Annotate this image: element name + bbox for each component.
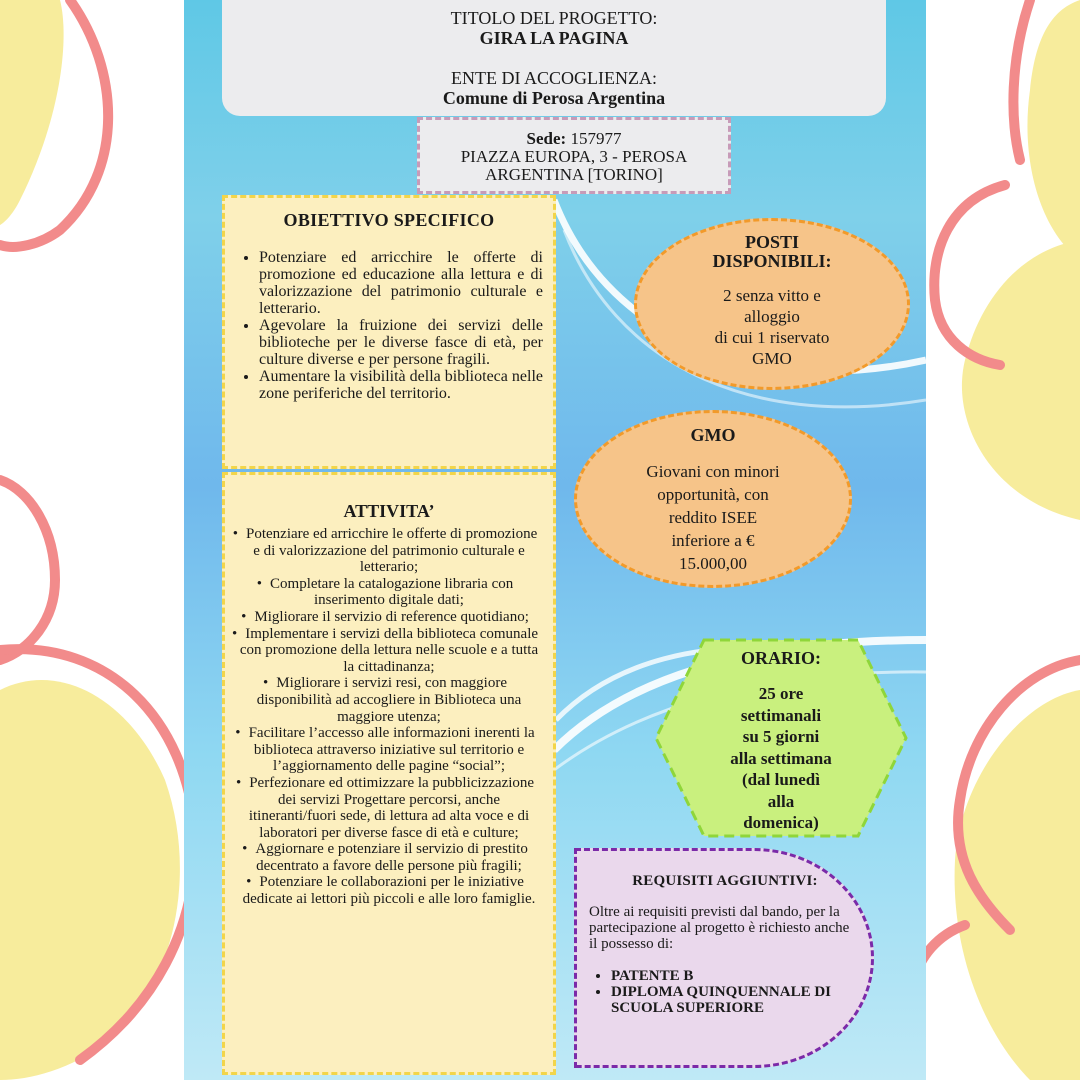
gmo-text: Giovani con minori opportunità, con reddito ISEE inferiore a € 15.000,00 bbox=[646, 462, 780, 573]
requirements-text: Oltre ai requisiti previsti dal bando, per la partecipazione al progetto è richiesto anche il possesso di: bbox=[589, 904, 850, 952]
schedule-title: ORARIO: bbox=[741, 648, 821, 668]
sede-label: Sede: bbox=[526, 129, 567, 148]
sede-box bbox=[417, 117, 731, 194]
available-places-oval bbox=[634, 218, 910, 390]
list-item: • DIPLOMA QUINQUENNALE DI SCUOLA SUPERIORE bbox=[611, 984, 861, 1016]
requirements-list bbox=[589, 968, 861, 1016]
gmo-title: GMO bbox=[690, 425, 736, 445]
list-item: • Facilitare l’accesso alle informazioni inerenti la biblioteca attraverso iniziative sul territorio e l’aggiornamento delle pagine “social”; bbox=[239, 725, 539, 775]
list-item: • Aggiornare e potenziare il servizio di prestito decentrato a favore delle persone più fragili; bbox=[239, 841, 539, 874]
ring-top-right bbox=[1013, 0, 1030, 160]
host-entity-value: Comune di Perosa Argentina bbox=[442, 88, 666, 108]
sede-code: 157977 bbox=[570, 129, 622, 148]
list-item: • Agevolare la fruizione dei servizi delle biblioteche per le diverse fasce di età, per culture diverse e per persone fragili. bbox=[259, 317, 543, 368]
schedule-hexagon bbox=[654, 638, 908, 838]
blob-left-bottom bbox=[0, 680, 180, 1080]
sede-address-line2: ARGENTINA [TORINO] bbox=[485, 165, 663, 184]
project-title-box bbox=[222, 0, 886, 116]
available-places-text: 2 senza vitto e alloggio di cui 1 riservato GMO bbox=[714, 286, 830, 368]
list-item: • Completare la catalogazione libraria con inserimento digitale dati; bbox=[239, 576, 539, 609]
activities-list bbox=[239, 526, 539, 908]
blob-right-top bbox=[1027, 0, 1080, 260]
additional-requirements-box bbox=[574, 848, 874, 1068]
objective-title: OBIETTIVO SPECIFICO bbox=[283, 210, 495, 230]
available-places-title: POSTI DISPONIBILI: bbox=[712, 232, 832, 271]
list-item: • Potenziare le collaborazioni per le iniziative dedicate ai lettori più piccoli e alle loro famiglie. bbox=[239, 874, 539, 907]
host-entity-label: ENTE DI ACCOGLIENZA: bbox=[451, 68, 657, 88]
requirements-title: REQUISITI AGGIUNTIVI: bbox=[632, 873, 818, 889]
activities-box bbox=[222, 472, 556, 1075]
schedule-text: 25 ore settimanali su 5 giorni alla settimana (dal lunedì alla domenica) bbox=[730, 684, 832, 832]
list-item: • Aumentare la visibilità della biblioteca nelle zone periferiche del territorio. bbox=[259, 368, 543, 402]
list-item: • Migliorare i servizi resi, con maggiore disponibilità ad accogliere in Biblioteca una maggiore utenza; bbox=[239, 675, 539, 725]
list-item: • Implementare i servizi della biblioteca comunale con promozione della lettura nelle scuole e a tutta la cittadinanza; bbox=[239, 626, 539, 676]
blob-top-left bbox=[0, 0, 64, 225]
ring-left-mid bbox=[0, 480, 55, 660]
project-title-value: GIRA LA PAGINA bbox=[479, 28, 629, 48]
list-item: • Potenziare ed arricchire le offerte di promozione ed educazione alla lettura e di valorizzazione del patrimonio culturale e letterario. bbox=[259, 249, 543, 317]
list-item: • Perfezionare ed ottimizzare la pubblicizzazione dei servizi Progettare percorsi, anche itineranti/fuori sede, di lettura ad alta voce e di laboratori per diverse fasce di età e culture; bbox=[239, 775, 539, 841]
list-item: • Migliorare il servizio di reference quotidiano; bbox=[239, 609, 539, 626]
blob-right-middle bbox=[962, 240, 1080, 520]
objective-box bbox=[222, 195, 556, 469]
poster-panel bbox=[184, 0, 926, 1080]
sede-address-line1: PIAZZA EUROPA, 3 - PEROSA bbox=[460, 147, 688, 166]
project-title-label: TITOLO DEL PROGETTO: bbox=[450, 8, 658, 28]
list-item: • Potenziare ed arricchire le offerte di promozione e di valorizzazione del patrimonio culturale e letterario; bbox=[239, 526, 539, 576]
objective-list bbox=[235, 249, 543, 402]
gmo-oval bbox=[574, 410, 852, 588]
activities-title: ATTIVITA’ bbox=[343, 501, 435, 521]
list-item: • PATENTE B bbox=[611, 968, 861, 984]
